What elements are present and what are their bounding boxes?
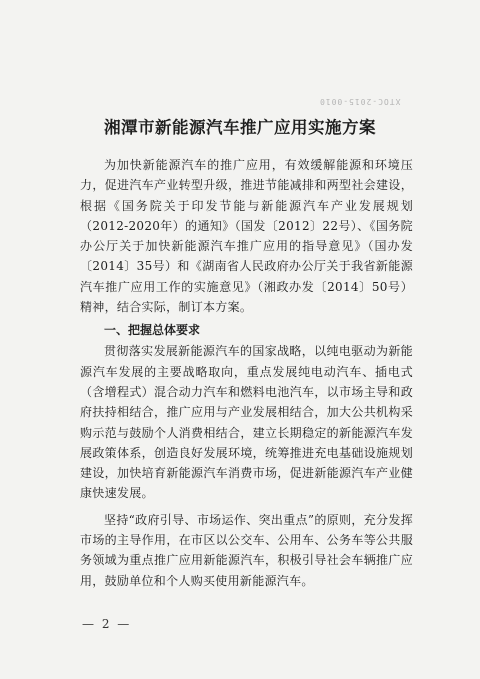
intro-paragraph: 为加快新能源汽车的推广应用，有效缓解能源和环境压力，促进汽车产业转型升级，推进节能减排和两型社会建设，根据《国务院关于印发节能与新能源汽车产业发展规划（2012-2020年）的通知》（国发〔2012〕22号）、《国务院办公厅关于加快新能源汽车推广应用的指导意见》（国办发〔2014〕35号）和《湖南省人民政府办公厅关于我省新能源汽车推广应用工作的实施意见》（湘政办发〔2014〕50号）精神，结合实际，制订本方案。 xyxy=(80,158,413,315)
document-stamp: XTOC-2015-0010 xyxy=(318,97,400,106)
page-number: — 2 — xyxy=(82,617,132,631)
document-body xyxy=(80,155,413,591)
section-paragraph: 贯彻落实发展新能源汽车的国家战略，以纯电驱动为新能源汽车发展的主要战略取向，重点发展纯电动汽车、插电式（含增程式）混合动力汽车和燃料电池汽车，以市场主导和政府扶持相结合，推广应用与产业发展相结合，加大公共机构采购示范与鼓励个人消费相结合，建立长期稳定的新能源汽车发展政策体系，创造良好发展环境，统筹推进充电基础设施规划建设，加快培育新能源汽车消费市场，促进新能源汽车产业健康快速发展。 xyxy=(80,344,413,501)
section-heading: 一、把握总体要求 xyxy=(104,323,201,338)
document-title: 湘潭市新能源汽车推广应用实施方案 xyxy=(104,118,376,137)
section-paragraph: 坚持“政府引导、市场运作、突出重点”的原则，充分发挥市场的主导作用，在市区以公交车、公用车、公务车等公共服务领域为重点推广应用新能源汽车，积极引导社会车辆推广应用，鼓励单位和个人购买使用新能源汽车。 xyxy=(80,512,413,588)
